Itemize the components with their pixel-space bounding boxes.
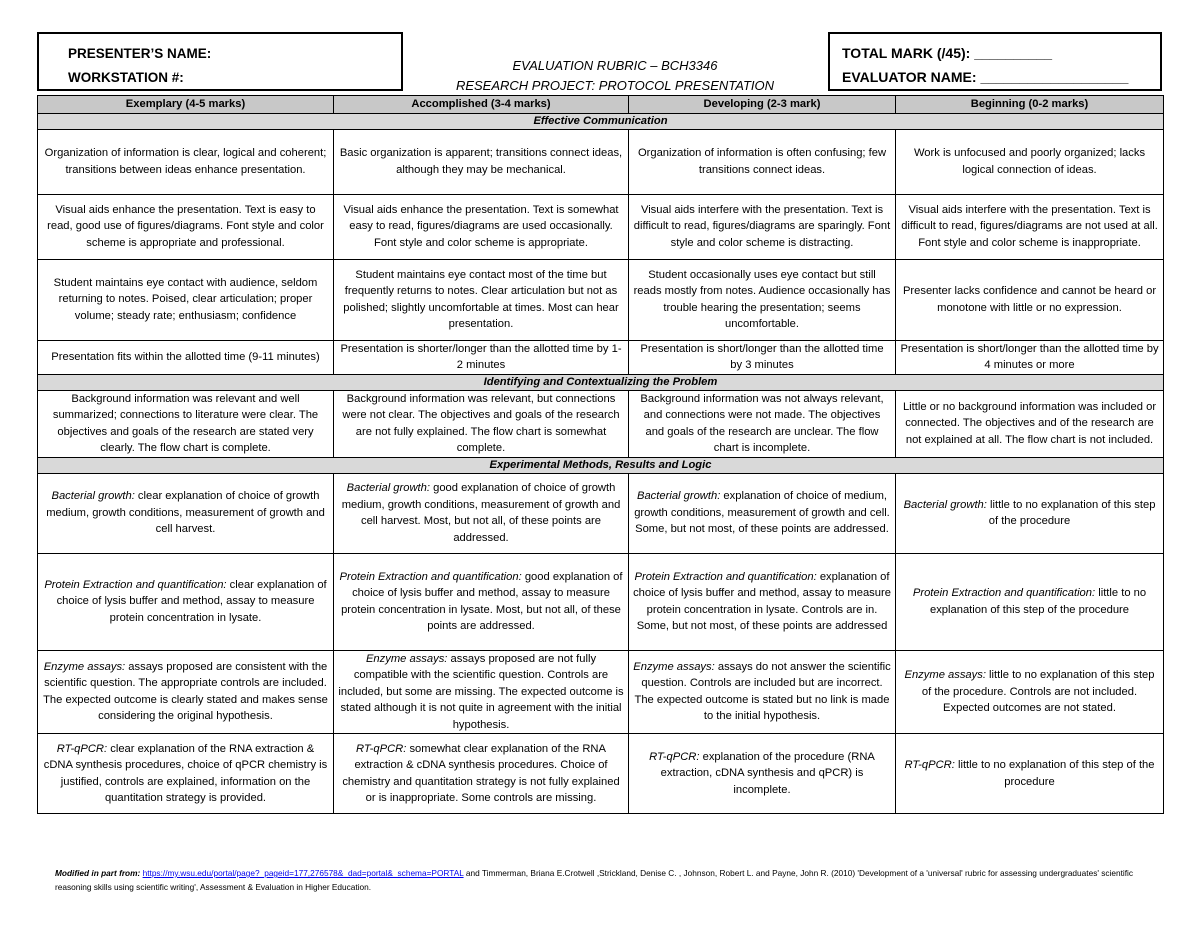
table-cell: Presentation fits within the allotted time (9-11 minutes) xyxy=(38,340,334,374)
column-header-developing: Developing (2-3 mark) xyxy=(629,96,896,114)
table-cell xyxy=(38,473,334,553)
table-cell xyxy=(896,553,1164,650)
cell-lead: Protein Extraction and quantification: xyxy=(912,587,1096,599)
section-effective-communication: Effective Communication xyxy=(38,113,1164,129)
table-cell: Work is unfocused and poorly organized; lacks logical connection of ideas. xyxy=(896,129,1164,194)
cell-text: good explanation of choice of lysis buffer and method, assay to measure protein concentration in lysate. Most, but not all, of these points are addressed. xyxy=(341,570,623,632)
table-cell: Visual aids enhance the presentation. Text is somewhat easy to read, figures/diagrams are used occasionally. Font style and color scheme is appropriate. xyxy=(334,194,629,259)
rubric-table xyxy=(37,95,1164,814)
cell-lead: Bacterial growth: xyxy=(637,490,721,503)
presenter-name-label: PRESENTER’S NAME: xyxy=(68,46,212,61)
table-cell xyxy=(896,473,1164,553)
cell-lead: Bacterial growth: xyxy=(51,490,135,503)
table-row xyxy=(38,390,1164,457)
table-row xyxy=(38,194,1164,259)
cell-lead: RT-qPCR: xyxy=(649,750,700,763)
cell-lead: Enzyme assays: xyxy=(633,660,715,673)
footer-lead: Modified in part from: xyxy=(55,868,141,878)
table-cell: Background information was relevant, but connections were not clear. The objectives and goals of the research are not fully explained. The flow chart is somewhat complete. xyxy=(334,390,629,457)
cell-text: explanation of choice of medium, growth conditions, measurement of growth and cell. Some, but not most, of these points are addressed. xyxy=(634,490,890,536)
table-cell: Background information was not always relevant, and connections were not made. The objectives and goals of the research are unclear. The flow chart is incomplete. xyxy=(629,390,896,457)
table-cell xyxy=(334,650,629,734)
cell-lead: Bacterial growth: xyxy=(346,482,430,494)
footer-reference-text: and Timmerman, Briana E.Crotwell ,Strickland, Denise C. , Johnson, Robert L. and Payne, John R. (2010) 'Development of a 'universal' rubric for assessing undergraduates' scientific reasoning skills using scientific writing', Assessment & Evaluation in Higher Education. xyxy=(55,868,1134,892)
table-cell: Presenter lacks confidence and cannot be heard or monotone with little or no expression. xyxy=(896,259,1164,340)
table-cell: Organization of information is often confusing; few transitions connect ideas. xyxy=(629,129,896,194)
table-cell xyxy=(629,473,896,553)
total-mark-label: TOTAL MARK (/45): __________ xyxy=(842,45,1053,61)
table-cell xyxy=(896,734,1164,814)
table-cell: Student maintains eye contact most of the time but frequently returns to notes. Clear articulation but not as polished; slightly uncomfortable at times. Most can hear presentation. xyxy=(334,259,629,340)
table-cell: Presentation is shorter/longer than the allotted time by 1-2 minutes xyxy=(334,340,629,374)
cell-text: assays do not answer the scientific question. Controls are included but are incorrect. The expected outcome is stated but no link is made to the initial hypothesis. xyxy=(634,660,891,723)
cell-lead: Protein Extraction and quantification: xyxy=(44,578,227,591)
section-row xyxy=(38,374,1164,390)
cell-text: explanation of the procedure (RNA extraction, cDNA synthesis and qPCR) is incomplete. xyxy=(660,750,875,796)
table-cell xyxy=(629,650,896,734)
cell-text: clear explanation of the RNA extraction & cDNA synthesis procedures, choice of qPCR chemistry is justified, controls are explained, information on the quantitation strategy is provided. xyxy=(43,742,328,804)
cell-text: assays proposed are not fully compatible with the scientific question. Controls are included, but some are missing. The expected outcome is stated although it is not quite in agreement with the initial hypothesis. xyxy=(338,652,624,731)
column-header-accomplished: Accomplished (3-4 marks) xyxy=(334,96,629,114)
section-row xyxy=(38,113,1164,129)
cell-text: little to no explanation of this step of the procedure. Controls are not included. Expected outcomes are not stated. xyxy=(921,669,1155,714)
table-cell xyxy=(38,734,334,814)
table-cell xyxy=(334,734,629,814)
cell-text: clear explanation of choice of lysis buffer and method, assay to measure protein concentration in lysate. xyxy=(56,578,327,624)
table-cell: Background information was relevant and well summarized; connections to literature were clear. The objectives and goals of the research are stated very clearly. The flow chart is complete. xyxy=(38,390,334,457)
section-row xyxy=(38,457,1164,473)
table-cell: Visual aids interfere with the presentation. Text is difficult to read, figures/diagrams are sparingly. Font style and color scheme is distracting. xyxy=(629,194,896,259)
cell-text: little to no explanation of this step of the procedure xyxy=(954,759,1155,788)
table-row xyxy=(38,259,1164,340)
rubric-title xyxy=(405,56,825,96)
cell-text: explanation of choice of lysis buffer and method, assay to measure protein concentration in lysate. Controls are in. Some, but not most, of these points are addressed xyxy=(633,570,891,632)
workstation-label: WORKSTATION #: xyxy=(68,70,184,85)
table-cell xyxy=(334,473,629,553)
footer-citation xyxy=(55,866,1155,894)
table-row xyxy=(38,473,1164,553)
cell-text: somewhat clear explanation of the RNA extraction & cDNA synthesis procedures. Choice of chemistry and quantitation strategy is not fully explained or is inappropriate. Some controls are missing. xyxy=(342,742,620,804)
column-header-exemplary: Exemplary (4-5 marks) xyxy=(38,96,334,114)
table-cell: Visual aids enhance the presentation. Text is easy to read, good use of figures/diagrams. Font style and color scheme is appropriate and professional. xyxy=(38,194,334,259)
table-cell xyxy=(896,650,1164,734)
cell-lead: RT-qPCR: xyxy=(56,742,108,755)
column-header-row xyxy=(38,96,1164,114)
table-cell: Presentation is short/longer than the allotted time by 3 minutes xyxy=(629,340,896,374)
title-line-1: EVALUATION RUBRIC – BCH3346 xyxy=(512,58,718,73)
section-experimental-methods: Experimental Methods, Results and Logic xyxy=(38,457,1164,473)
table-cell xyxy=(38,553,334,650)
evaluator-name-label: EVALUATOR NAME: ___________________ xyxy=(842,69,1129,85)
cell-lead: Protein Extraction and quantification: xyxy=(339,570,522,583)
table-cell: Basic organization is apparent; transitions connect ideas, although they may be mechanical. xyxy=(334,129,629,194)
table-row xyxy=(38,129,1164,194)
cell-lead: Enzyme assays: xyxy=(904,669,986,681)
table-cell: Presentation is short/longer than the allotted time by 4 minutes or more xyxy=(896,340,1164,374)
table-cell xyxy=(38,650,334,734)
cell-lead: RT-qPCR: xyxy=(356,742,407,755)
cell-lead: Protein Extraction and quantification: xyxy=(634,570,817,583)
table-cell xyxy=(334,553,629,650)
cell-lead: Bacterial growth: xyxy=(903,498,987,511)
table-row xyxy=(38,734,1164,814)
table-cell: Organization of information is clear, logical and coherent; transitions between ideas enhance presentation. xyxy=(38,129,334,194)
table-cell: Student maintains eye contact with audience, seldom returning to notes. Poised, clear articulation; proper volume; steady rate; enthusiasm; confidence xyxy=(38,259,334,340)
cell-text: assays proposed are consistent with the scientific question. The appropriate controls are included. The expected outcome is clearly stated and makes sense considering the original hypothesis. xyxy=(43,660,328,723)
mark-info-box xyxy=(828,32,1162,91)
section-identifying-problem: Identifying and Contextualizing the Problem xyxy=(38,374,1164,390)
table-row xyxy=(38,650,1164,734)
table-cell: Student occasionally uses eye contact but still reads mostly from notes. Audience occasionally has trouble hearing the presentation; seems uncomfortable. xyxy=(629,259,896,340)
cell-text: little to no explanation of this step of the procedure xyxy=(929,587,1147,616)
cell-text: clear explanation of choice of growth medium, growth conditions, measurement of growth and cell harvest. xyxy=(46,490,325,536)
cell-lead: Enzyme assays: xyxy=(43,660,126,673)
cell-lead: Enzyme assays: xyxy=(365,652,448,665)
table-row xyxy=(38,340,1164,374)
cell-text: little to no explanation of this step of the procedure xyxy=(986,498,1156,527)
footer-source-link[interactable]: https://my.wsu.edu/portal/page?_pageid=177,276578&_dad=portal&_schema=PORTAL xyxy=(142,868,464,878)
table-row xyxy=(38,553,1164,650)
table-cell: Little or no background information was included or connected. The objectives and of the research are not explained at all. The flow chart is not included. xyxy=(896,390,1164,457)
column-header-beginning: Beginning (0-2 marks) xyxy=(896,96,1164,114)
table-cell xyxy=(629,553,896,650)
cell-text: good explanation of choice of growth medium, growth conditions, measurement of growth and cell harvest. Most, but not all, of these points are addressed. xyxy=(341,482,621,544)
cell-lead: RT-qPCR: xyxy=(904,759,955,771)
presenter-info-box xyxy=(37,32,403,91)
title-line-2: RESEARCH PROJECT: PROTOCOL PRESENTATION xyxy=(455,78,775,93)
table-cell: Visual aids interfere with the presentation. Text is difficult to read, figures/diagrams are not used at all. Font style and color scheme is inappropriate. xyxy=(896,194,1164,259)
table-cell xyxy=(629,734,896,814)
